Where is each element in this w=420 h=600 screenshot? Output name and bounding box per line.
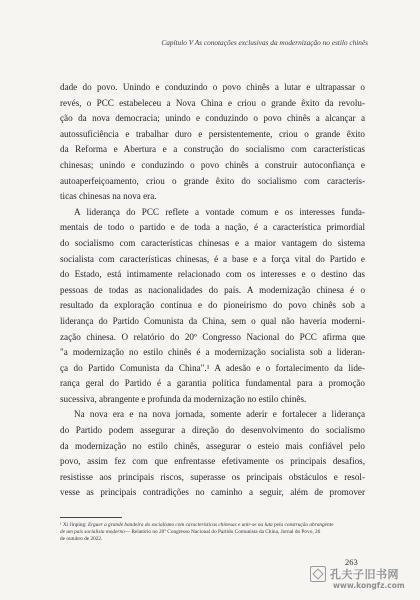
text-line: A liderança do PCC reflete a vontade comum e os interesses funda- [74,206,365,217]
text-line: ticas chinesas na nova era. [60,191,157,202]
text-line: pessoas de todas as nacionalidades do país. A modernização chinesa é o [60,284,365,295]
text-line: revés, o PCC estabeleceu a Nova China e criou o grande êxito da revolu- [60,97,365,108]
text-line: povo, assim fez com que enfrentasse efetivamente os principais desafios, [60,456,365,467]
text-line: sucessiva, abrangente e profunda da modernização no estilo chinês. [60,393,307,404]
text-line: mentais de todo o partido e de toda a nação, é a característica primordial [60,222,365,233]
text-line: zação chinesa. O relatório do 20º Congresso Nacional do PCC afirma que [60,331,365,342]
page-number: 263 [345,557,358,567]
text-line: ça do Partido Comunista da China".¹ A adesão e o fortalecimento da lide- [60,362,365,373]
main-text [60,80,365,501]
text-line: do socialismo com características chinesas e a maior vantagem do sistema [60,237,365,248]
text-line: resistisse aos principais riscos, superasse os principais obstáculos e resol- [60,471,365,482]
text-line: vesse as principais contradições no caminho a seguir, além de promover [60,487,365,498]
footnote-line-2: de um país socialista moderno— Relatório no 20º Congresso Nacional do Partido Comunista da China, Jornal do Povo, 26 [60,529,321,536]
text-line: da Reforma e Abertura e a construção do socialismo com características [60,144,365,155]
text-line: "a modernização no estilo chinês é a modernização socialista sob a lideran- [60,347,365,358]
text-line: chinesas; unindo e conduzindo o povo chinês a construir autoconfiança e [60,159,365,170]
text-line: autoaperfeiçoamento, criou o grande êxito do socialismo com caracterís- [60,175,365,186]
text-line: socialista com características chinesas, é a base e a força vital do Partido e [60,253,365,264]
watermark-url: www.kongfz.com [333,581,405,590]
running-header: Capítulo V As conotações exclusivas da modernização no estilo chinês [161,38,368,47]
footnote-line-1: ¹ Xi Jinping: Erguer a grande bandeira do socialismo com características chinesas e unir-se na luta pela construção abrangente [60,522,334,528]
footnote [60,522,365,544]
text-line: do Partido podem assegurar a direção do desenvolvimento do socialismo [60,425,365,436]
watermark-chinese-text: 孔夫子旧书网 [330,568,399,581]
text-line: liderança do Partido Comunista da China, sem o qual não haveria moderni- [60,315,365,326]
text-line: ção da nova democracia; unindo e conduzindo o povo chinês a alcançar a [60,113,365,124]
text-line: da modernização no estilo chinês, assegurar o esteio mais confiável pelo [60,440,365,451]
text-line: dade do povo. Unindo e conduzindo o povo chinês a lutar e ultrapassar o [60,82,365,92]
text-line: do Estado, está intimamente relacionado com os interesses e o destino das [60,269,365,280]
text-line: Na nova era e na nova jornada, somente aderir e fortalecer a liderança [74,409,365,420]
text-line: autossuficiência e trabalhar duro e persistentemente, criou o grande êxito [60,128,365,139]
watermark [310,566,399,582]
text-line: rança geral do Partido é a garantia política fundamental para a promoção [60,378,365,389]
footnote-separator [60,517,122,518]
watermark-logo-icon [310,566,326,582]
text-line: resultado da exploração contínua e do pioneirismo do povo chinês sob a [60,300,365,311]
footnote-line-3: de outubro de 2022. [60,536,103,543]
